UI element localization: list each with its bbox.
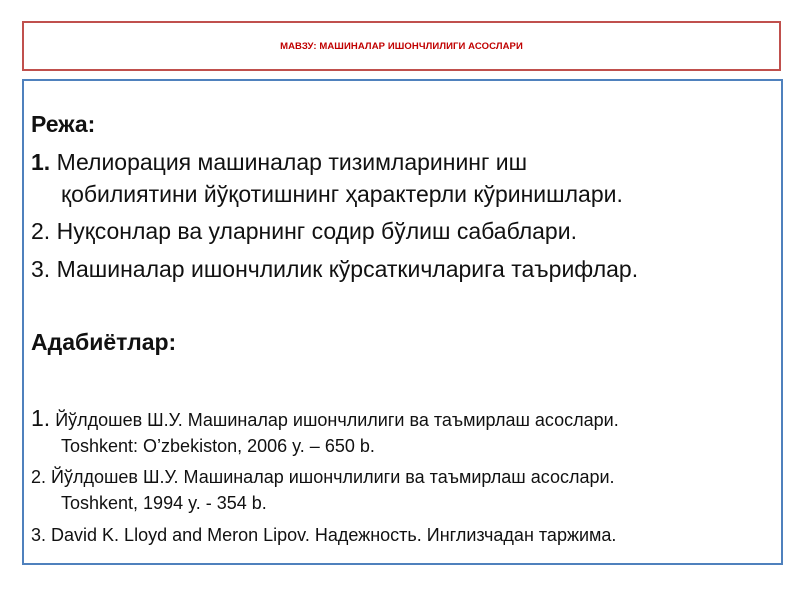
literature-item-1-text: Йўлдошев Ш.У. Машиналар ишончлилиги ва таъмирлаш асослари. [55,410,619,430]
plan-item-1-continuation: қобилиятини йўқотишнинг ҳарактерли кўринишлари. [61,181,623,207]
plan-item-1-number: 1. [31,149,51,175]
slide-content-box [22,79,783,565]
plan-item-3-text: Машиналар ишончлилик кўрсаткичларига таърифлар. [56,256,639,282]
plan-item-2 [31,218,577,245]
plan-item-2-number: 2. [31,218,51,244]
plan-item-3 [31,256,638,283]
slide-title: МАВЗУ: МАШИНАЛАР ИШОНЧЛИЛИГИ АСОСЛАРИ [280,40,523,52]
plan-item-1 [31,149,527,176]
literature-item-3-number: 3. [31,525,47,545]
plan-heading: Режа: [31,111,96,137]
literature-item-2 [31,467,615,488]
literature-item-2-text: Йўлдошев Ш.У. Машиналар ишончлилиги ва таъмирлаш асослари. [51,467,615,487]
plan-item-2-text: Нуқсонлар ва уларнинг содир бўлиш сабаблари. [56,218,577,244]
plan-item-1-text: Мелиорация машиналар тизимларининг иш [56,149,528,175]
plan-item-3-number: 3. [31,256,51,282]
literature-item-2-continuation: Toshkent, 1994 y. - 354 b. [61,493,267,513]
literature-item-3 [31,525,616,546]
literature-item-1-continuation: Toshkent: O’zbekiston, 2006 y. – 650 b. [61,436,375,456]
literature-item-3-text: David K. Lloyd and Meron Lipov. Надежность. Инглизчадан таржима. [51,525,617,545]
literature-item-1 [31,405,619,432]
slide-title-box [22,21,781,71]
literature-item-1-number: 1. [31,405,51,431]
literature-item-2-number: 2. [31,467,47,487]
literature-heading: Адабиётлар: [31,329,177,355]
